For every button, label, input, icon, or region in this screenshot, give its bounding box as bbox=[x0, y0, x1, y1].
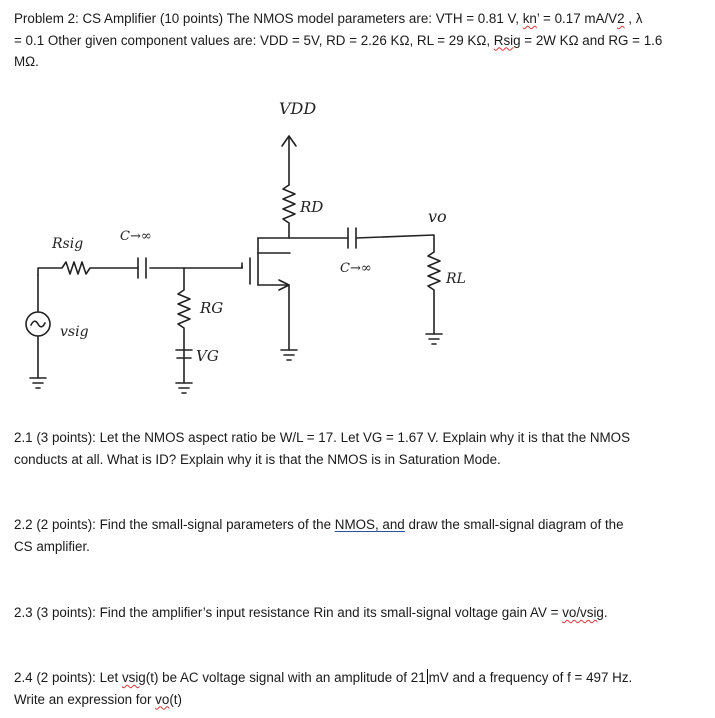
input-capacitor-label: C→∞ bbox=[120, 229, 152, 244]
cs-amplifier-circuit-diagram bbox=[0, 88, 715, 398]
rg-resistor bbox=[178, 268, 190, 350]
gate-wire bbox=[150, 263, 242, 268]
nmos-source-lead bbox=[258, 285, 289, 350]
question-2-4 bbox=[14, 667, 704, 710]
rd-resistor bbox=[283, 185, 295, 238]
question-2-3 bbox=[14, 602, 704, 624]
vg-label: VG bbox=[196, 347, 219, 365]
q23-text: 2.3 (3 points): Find the amplifier’s input resistance Rin and its small-signal voltage gain AV = bbox=[14, 605, 563, 620]
problem-line2-rg: = 2W KΩ and RG = 1.6 bbox=[520, 32, 663, 48]
vsig-term: vsig bbox=[121, 670, 146, 685]
vo-over-vsig-term: vo/vsig bbox=[562, 605, 604, 620]
vo-term: vo bbox=[155, 691, 170, 707]
nmos-drain-lead bbox=[258, 238, 290, 253]
q22-line1-end: draw the small-signal diagram of the bbox=[404, 517, 624, 532]
q24-line1-start: 2.4 (2 points): Let bbox=[14, 670, 122, 685]
input-capacitor bbox=[138, 258, 146, 278]
q24-line2-end: (t) bbox=[169, 691, 182, 707]
source-ground-icon bbox=[281, 350, 297, 360]
rl-ground-icon bbox=[426, 334, 442, 344]
rl-label: RL bbox=[446, 271, 466, 287]
q24-line1-end: mV and a frequency of f = 497 Hz. bbox=[428, 670, 633, 685]
ac-wave-icon bbox=[31, 321, 45, 327]
rl-resistor bbox=[428, 252, 440, 334]
problem-line1-text: Problem 2: CS Amplifier (10 points) The NMOS model parameters are: VTH = 0.81 V, bbox=[14, 11, 523, 26]
rd-label: RD bbox=[300, 198, 324, 216]
problem-header bbox=[14, 8, 704, 73]
kn-term: kn bbox=[522, 11, 537, 26]
q22-line1: 2.2 (2 points): Find the small-signal parameters of the bbox=[14, 517, 335, 532]
q24-line2-start: Write an expression for bbox=[14, 691, 156, 707]
text-cursor bbox=[427, 669, 428, 684]
problem-line1-kn-value: ’ = 0.17 mA/V bbox=[536, 11, 618, 26]
vsig-ground-icon bbox=[30, 378, 46, 388]
problem-line2-text: = 0.1 Other given component values are: VDD = 5V, RD = 2.26 KΩ, RL = 29 KΩ, bbox=[14, 32, 494, 48]
rsig-resistor bbox=[38, 262, 138, 275]
output-capacitor-label: C→∞ bbox=[340, 261, 372, 276]
rg-label: RG bbox=[200, 299, 224, 317]
output-wire bbox=[356, 235, 434, 252]
rsig-term: Rsig bbox=[493, 32, 521, 48]
problem-line3-text: MΩ. bbox=[14, 54, 39, 70]
lambda-label: , λ bbox=[624, 11, 643, 26]
vsig-label: vsig bbox=[60, 324, 89, 340]
question-2-2 bbox=[14, 514, 704, 557]
output-capacitor bbox=[348, 228, 356, 248]
q24-line1-mid: (t) be AC voltage signal with an amplitude of 21 bbox=[145, 670, 426, 685]
vo-label: vo bbox=[428, 207, 447, 226]
vg-source bbox=[176, 350, 192, 383]
nmos-and-term: NMOS, and bbox=[334, 517, 405, 532]
q23-period: . bbox=[603, 605, 608, 620]
vg-ground-icon bbox=[176, 383, 192, 393]
q21-line1: 2.1 (3 points): Let the NMOS aspect ratio be W/L = 17. Let VG = 1.67 V. Explain why it is that the NMOS bbox=[14, 430, 631, 445]
question-2-1 bbox=[14, 427, 704, 470]
squared-exponent: 2 bbox=[617, 11, 625, 26]
q21-line2: conducts at all. What is ID? Explain why it is that the NMOS is in Saturation Mode. bbox=[14, 451, 501, 467]
vdd-label: VDD bbox=[279, 99, 317, 118]
q22-line2: CS amplifier. bbox=[14, 538, 90, 554]
rsig-label: Rsig bbox=[52, 236, 84, 252]
